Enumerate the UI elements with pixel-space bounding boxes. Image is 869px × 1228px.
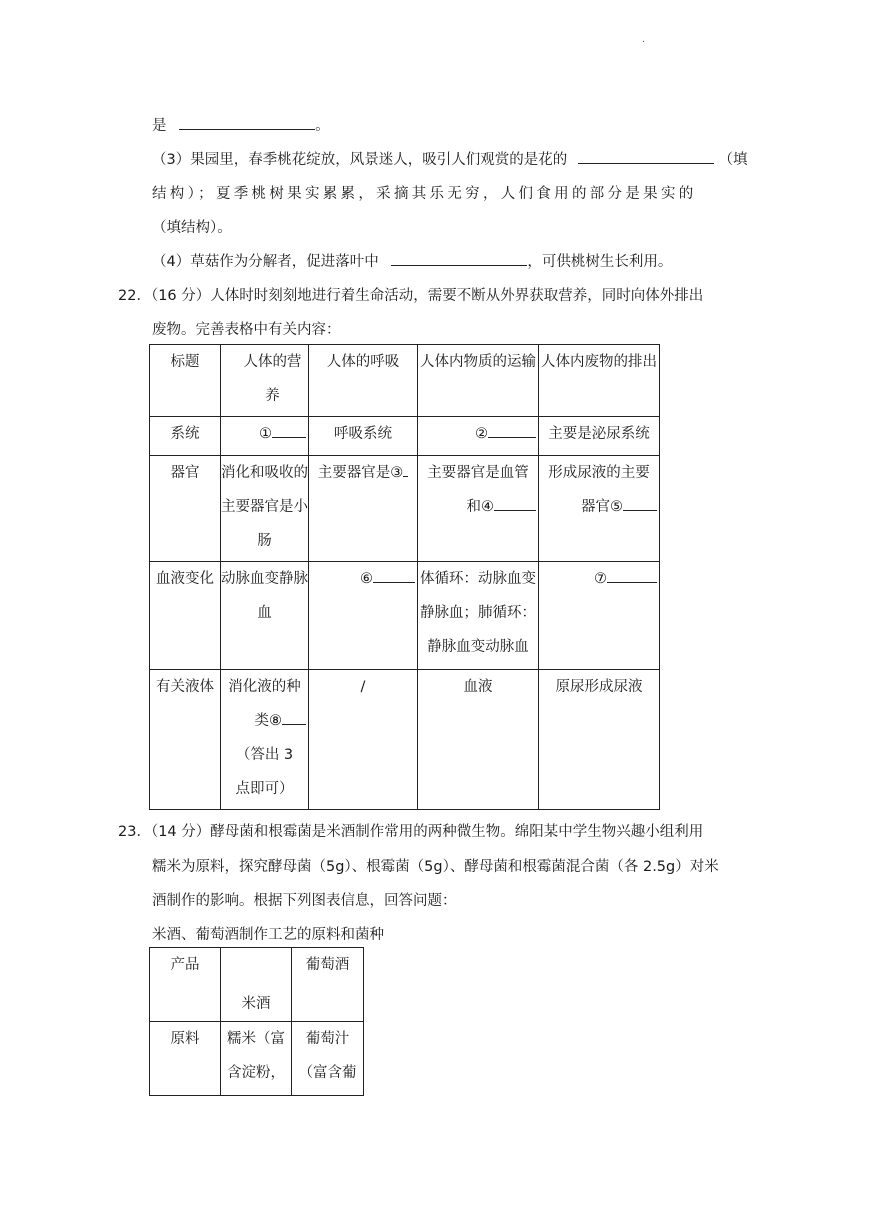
table-cell: 原料	[150, 1022, 221, 1096]
table-cell: 葡萄汁（富含葡	[292, 1022, 364, 1096]
answer-blank[interactable]	[272, 423, 306, 438]
table-cell: 消化和吸收的主要器官是小肠	[221, 456, 309, 562]
cell-line: 和④	[418, 490, 538, 524]
table-cell: 主要是泌尿系统	[539, 417, 660, 456]
page-dot: .	[642, 34, 646, 45]
table-row	[150, 562, 660, 670]
answer-blank[interactable]	[373, 568, 415, 583]
q23-intro-line-3: 酒制作的影响。根据下列图表信息，回答问题：	[152, 893, 457, 909]
q22-table	[149, 344, 660, 810]
table-header: 葡萄酒	[292, 948, 364, 1022]
table-cell: 器官	[150, 456, 221, 562]
table-header: 人体的营养	[221, 345, 309, 417]
table-cell: 呼吸系统	[309, 417, 418, 456]
answer-blank[interactable]	[282, 710, 306, 725]
q21-line-1: 是 。	[152, 114, 330, 135]
table-cell: 血液变化	[150, 562, 221, 670]
table-cell: 体循环：动脉血变静脉血；肺循环：静脉血变动脉血	[418, 562, 539, 670]
table-row	[150, 417, 660, 456]
table-cell: 形成尿液的主要 器官⑤	[539, 456, 660, 562]
table-cell: 有关液体	[150, 670, 221, 810]
q23-table-caption: 米酒、葡萄酒制作工艺的原料和菌种	[152, 927, 384, 943]
table-row	[150, 670, 660, 810]
table-cell: ①	[221, 417, 309, 456]
table-cell: 主要器官是③	[309, 456, 418, 562]
table-row	[150, 345, 660, 417]
table-cell: 动脉血变静脉血	[221, 562, 309, 670]
q21-part-3-line-1: （3）果园里，春季桃花绽放，风景迷人，吸引人们观赏的是花的 （填	[152, 148, 747, 169]
q21-part-3-line-2: 结构）；夏季桃树果实累累，采摘其乐无穷，人们食用的部分是果实的	[152, 186, 697, 202]
cell-line: 类⑧	[221, 704, 308, 738]
table-header: 标题	[150, 345, 221, 417]
table-header: 人体内废物的排出	[539, 345, 660, 417]
table-cell: 糯米（富含淀粉，	[221, 1022, 292, 1096]
q21-part-4: （4）草菇作为分解者，促进落叶中 ，可供桃树生长利用。	[152, 250, 672, 271]
table-header: 人体内物质的运输	[418, 345, 539, 417]
table-cell: ②	[418, 417, 539, 456]
table-cell: ⑦	[539, 562, 660, 670]
q23-intro-line-2: 糯米为原料，探究酵母菌（5g）、根霉菌（5g）、酵母菌和根霉菌混合菌（各 2.5g）对米	[152, 859, 719, 875]
q22-intro-line-1: 22．（16 分）人体时时刻刻地进行着生命活动，需要不断从外界获取营养，同时向体外排出	[118, 288, 704, 304]
answer-blank[interactable]	[179, 115, 315, 130]
answer-blank[interactable]	[494, 496, 536, 511]
answer-blank[interactable]	[403, 462, 408, 477]
table-header: 人体的呼吸	[309, 345, 418, 417]
table-header: 产品	[150, 948, 221, 1022]
q23-intro-line-1: 23．（14 分）酵母菌和根霉菌是米酒制作常用的两种微生物。绵阳某中学生物兴趣小组利用	[118, 824, 704, 840]
table-cell: 消化液的种 类⑧ （答出 3 点即可）	[221, 670, 309, 810]
table-header: 米酒	[221, 948, 292, 1022]
cell-line: 器官⑤	[539, 490, 659, 524]
table-cell: 血液	[418, 670, 539, 810]
q21-part-3-line-3: （填结构）。	[152, 220, 232, 236]
table-row	[150, 948, 364, 1022]
answer-blank[interactable]	[607, 568, 657, 583]
table-cell: 系统	[150, 417, 221, 456]
table-row	[150, 1022, 364, 1096]
table-cell: 原尿形成尿液	[539, 670, 660, 810]
answer-blank[interactable]	[623, 496, 657, 511]
answer-blank[interactable]	[391, 251, 527, 266]
table-cell: 主要器官是血管 和④	[418, 456, 539, 562]
table-cell: /	[309, 670, 418, 810]
answer-blank[interactable]	[488, 423, 536, 438]
table-cell: ⑥	[309, 562, 418, 670]
q23-table	[149, 947, 364, 1096]
table-row	[150, 456, 660, 562]
q22-intro-line-2: 废物。完善表格中有关内容：	[152, 322, 341, 338]
answer-blank[interactable]	[578, 149, 714, 164]
